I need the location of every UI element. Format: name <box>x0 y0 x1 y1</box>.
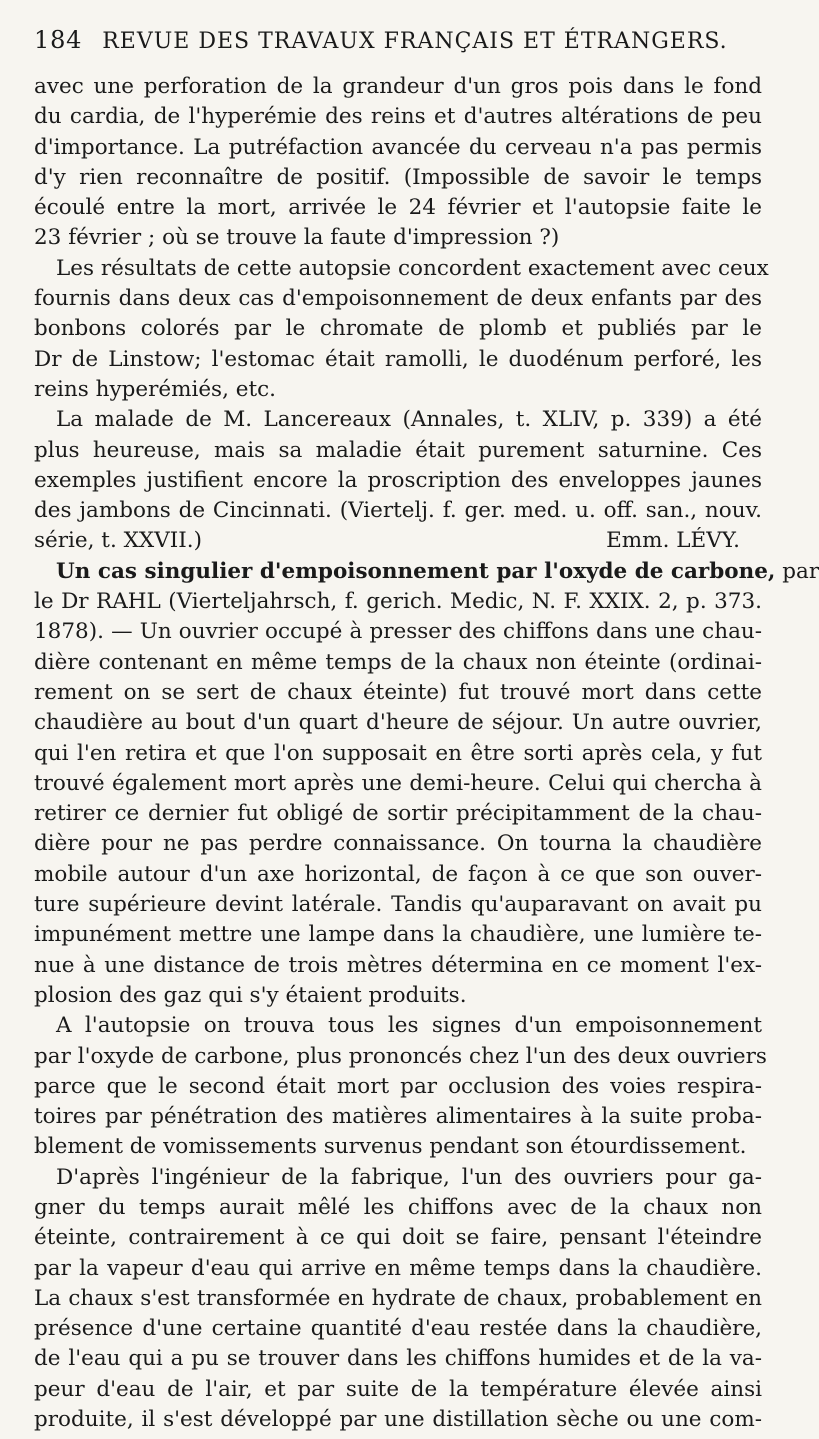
text-line: parce que le second était mort par occlusion des voies respira- <box>34 1073 762 1099</box>
paragraph <box>34 557 819 1011</box>
text-line: blement de vomissements survenus pendant son étourdissement. <box>34 1134 747 1160</box>
text-line: Dr de Linstow; l'estomac était ramolli, le duodénum perforé, les <box>34 346 762 372</box>
text-line: fournis dans deux cas d'empoisonnement de deux enfants par des <box>34 286 762 312</box>
text-line: retirer ce dernier fut obligé de sortir précipitamment de la chau- <box>34 801 762 827</box>
text-line: La chaux s'est transformée en hydrate de chaux, probablement en <box>34 1285 762 1311</box>
text-line: A l'autopsie on trouva tous les signes d'un empoisonnement <box>56 1013 762 1039</box>
text-line: plus heureuse, mais sa maladie était purement saturnine. Ces <box>34 437 762 463</box>
paragraph <box>34 72 762 254</box>
text-line: de l'eau qui a pu se trouver dans les chiffons humides et de la va- <box>34 1346 762 1372</box>
text-line <box>34 526 762 556</box>
text-line: exemples justifient encore la proscription des enveloppes jaunes <box>34 467 762 493</box>
text-line: d'y rien reconnaître de positif. (Impossible de savoir le temps <box>34 164 762 190</box>
text-line: ture supérieure devint latérale. Tandis qu'auparavant on avait pu <box>34 892 762 918</box>
text-line: le Dr RAHL (Vierteljahrsch, f. gerich. Medic, N. F. XXIX. 2, p. 373. <box>34 589 762 615</box>
text-line: La malade de M. Lancereaux (Annales, t. XLIV, p. 339) a été <box>56 407 762 433</box>
paragraph <box>34 405 762 556</box>
text-line: toires par pénétration des matières alimentaires à la suite proba- <box>34 1104 762 1130</box>
paragraph <box>34 1011 767 1162</box>
text-line: avec une perforation de la grandeur d'un gros pois dans le fond <box>34 74 762 99</box>
text-line: bonbons colorés par le chromate de plomb et publiés par le <box>34 316 762 342</box>
text-line: des jambons de Cincinnati. (Viertelj. f. ger. med. u. off. san., nouv. <box>34 498 762 524</box>
text-line: éteinte, contrairement à ce qui doit se faire, pensant l'éteindre <box>34 1225 762 1251</box>
text-line: 1878). — Un ouvrier occupé à presser des chiffons dans une chau- <box>34 619 762 645</box>
running-head <box>34 26 762 70</box>
text-line: chaudière au bout d'un quart d'heure de séjour. Un autre ouvrier, <box>34 710 762 736</box>
text-line: par l'oxyde de carbone, plus prononcés chez l'un des deux ouvriers <box>34 1043 767 1069</box>
body-text <box>34 72 819 1435</box>
text-line-end: par <box>782 558 819 584</box>
author-signature: Emm. LÉVY. <box>606 528 740 554</box>
page-number: 184 <box>34 26 83 54</box>
paragraph <box>34 254 769 405</box>
text-line: D'après l'ingénieur de la fabrique, l'un des ouvriers pour ga- <box>56 1164 762 1190</box>
text-line: trouvé également mort après une demi-heure. Celui qui chercha à <box>34 770 762 796</box>
text-line: reins hyperémiés, etc. <box>34 376 277 402</box>
text-line: présence d'une certaine quantité d'eau restée dans la chaudière, <box>34 1316 762 1342</box>
article-title: Un cas singulier d'empoisonnement par l'oxyde de carbone, <box>56 558 776 584</box>
text-line: nue à une distance de trois mètres détermina en ce moment l'ex- <box>34 952 762 978</box>
text-line: rement on se sert de chaux éteinte) fut trouvé mort dans cette <box>34 679 762 705</box>
text-line: Les résultats de cette autopsie concordent exactement avec ceux <box>56 255 769 281</box>
running-title: REVUE DES TRAVAUX FRANÇAIS ET ÉTRANGERS. <box>102 29 728 54</box>
text-line <box>34 557 819 587</box>
text-line: plosion des gaz qui s'y étaient produits. <box>34 982 467 1008</box>
text-line: peur d'eau de l'air, et par suite de la température élevée ainsi <box>34 1376 762 1402</box>
text-line: dière pour ne pas perdre connaissance. On tourna la chaudière <box>34 831 762 857</box>
text-line: 23 février ; où se trouve la faute d'impression ?) <box>34 225 560 251</box>
text-line-end: série, t. XXVII.) <box>34 528 202 554</box>
text-line: par la vapeur d'eau qui arrive en même temps dans la chaudière. <box>34 1255 762 1281</box>
text-line: mobile autour d'un axe horizontal, de façon à ce que son ouver- <box>34 861 762 887</box>
text-line: écoulé entre la mort, arrivée le 24 février et l'autopsie faite le <box>34 195 762 221</box>
text-line: impunément mettre une lampe dans la chaudière, une lumière te- <box>34 922 762 948</box>
paragraph <box>34 1163 762 1436</box>
text-line: du cardia, de l'hyperémie des reins et d'autres altérations de peu <box>34 104 762 130</box>
text-line: gner du temps aurait mêlé les chiffons avec de la chaux non <box>34 1194 762 1220</box>
text-line: d'importance. La putréfaction avancée du cerveau n'a pas permis <box>34 134 762 160</box>
text-line: qui l'en retira et que l'on supposait en être sorti après cela, y fut <box>34 740 762 766</box>
text-line: dière contenant en même temps de la chaux non éteinte (ordinai- <box>34 649 762 675</box>
text-line: produite, il s'est développé par une distillation sèche ou une com- <box>34 1407 762 1433</box>
